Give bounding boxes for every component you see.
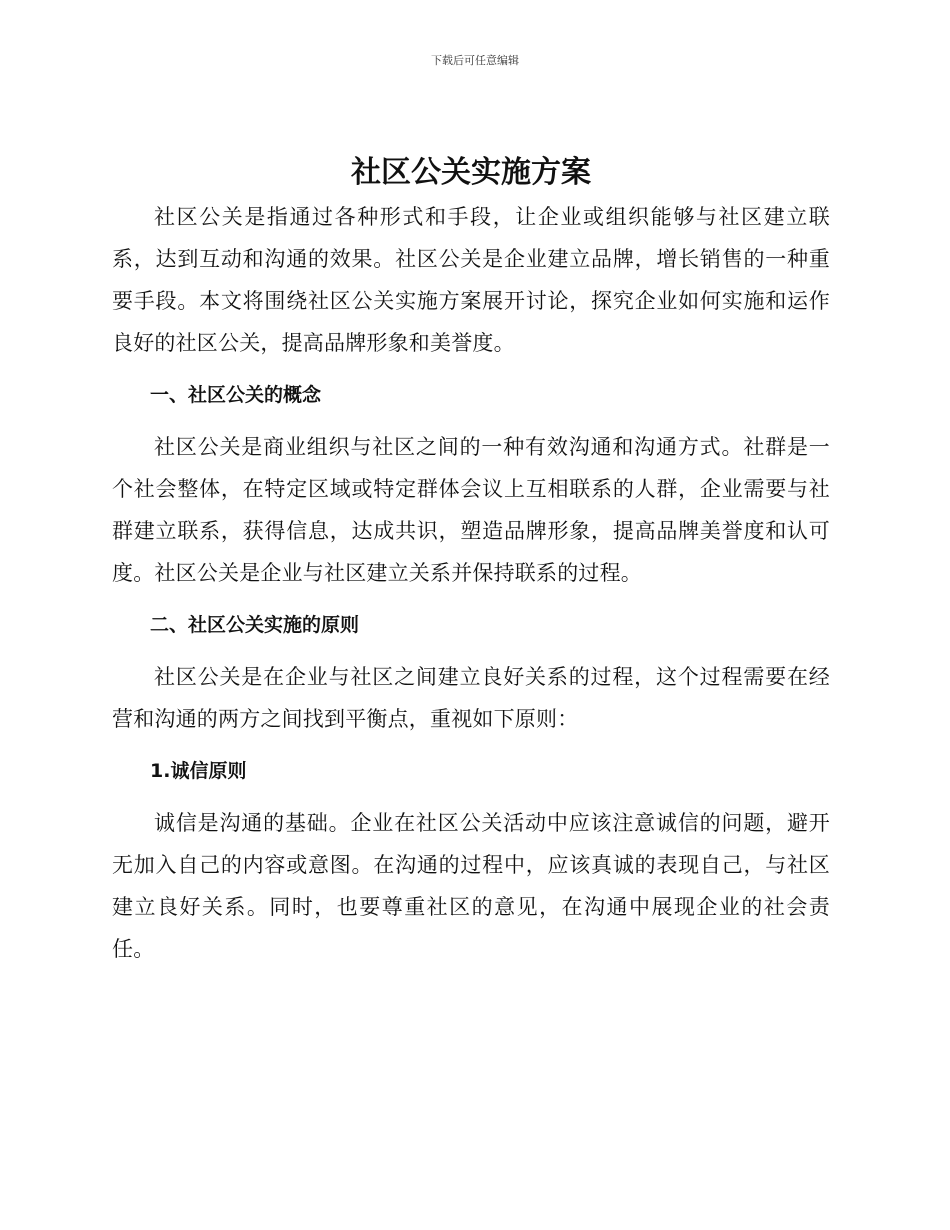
spacer [112,364,830,374]
intro-paragraph: 社区公关是指通过各种形式和手段，让企业或组织能够与社区建立联系，达到互动和沟通的效果。社区公关是企业建立品牌，增长销售的一种重要手段。本文将围绕社区公关实施方案展开讨论，探究企业如何实施和运作良好的社区公关，提高品牌形象和美誉度。 [112,205,830,355]
spacer [112,646,830,656]
subsection-paragraph-integrity: 诚信是沟通的基础。企业在社区公关活动中应该注意诚信的问题，避开无加入自己的内容或意图。在沟通的过程中，应该真诚的表现自己，与社区建立良好关系。同时，也要尊重社区的意见，在沟通中展现企业的社会责任。 [112,811,830,961]
section-paragraph-concept: 社区公关是商业组织与社区之间的一种有效沟通和沟通方式。社群是一个社会整体，在特定区域或特定群体会议上互相联系的人群，企业需要与社群建立联系，获得信息，达成共识，塑造品牌形象，提高品牌美誉度和认可度。社区公关是企业与社区建立关系并保持联系的过程。 [112,435,830,585]
section-heading-principles: 二、社区公关实施的原则 [150,614,360,636]
spacer [112,594,830,604]
subsection-heading-integrity: 1.诚信原则 [150,760,247,782]
document-title: 社区公关实施方案 [351,155,591,190]
spacer [112,416,830,426]
header-note: 下载后可任意编辑 [431,54,519,67]
section-paragraph-principles: 社区公关是在企业与社区之间建立良好关系的过程，这个过程需要在经营和沟通的两方之间找到平衡点，重视如下原则： [112,665,830,731]
section-heading-concept: 一、社区公关的概念 [150,384,322,406]
spacer [112,740,830,750]
spacer [112,792,830,802]
document-body [112,150,830,970]
